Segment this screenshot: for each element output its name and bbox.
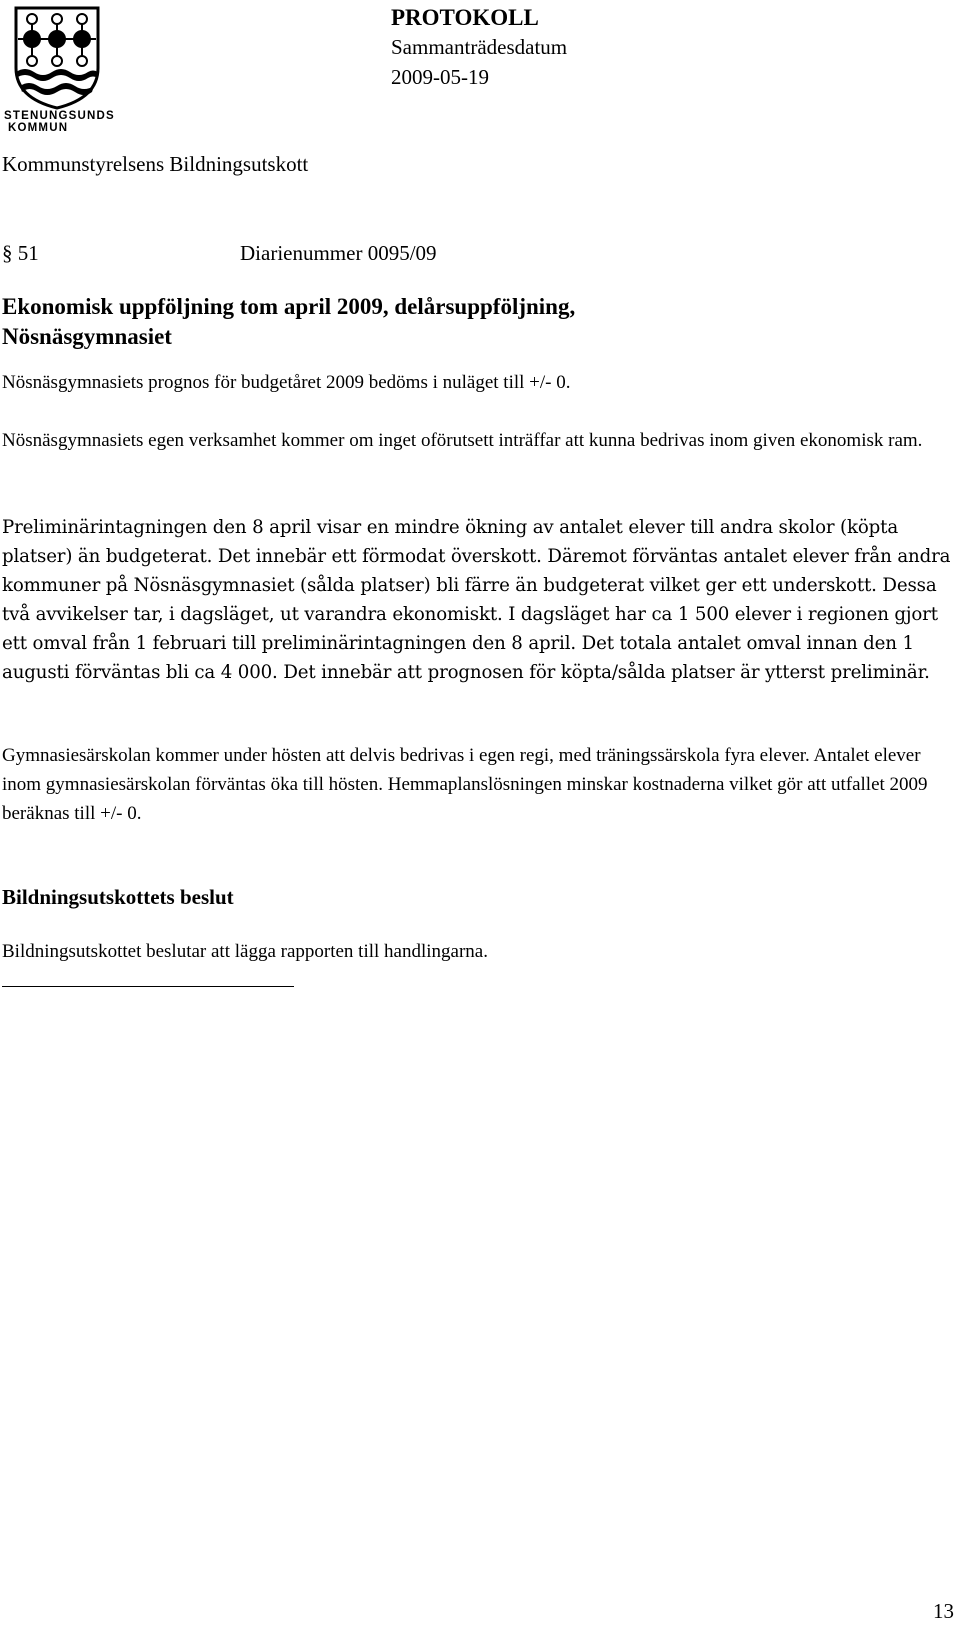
- coat-of-arms-icon: [2, 6, 118, 110]
- section-paragraph-number: § 51: [2, 241, 39, 265]
- meeting-date-label: Sammanträdesdatum: [391, 35, 568, 59]
- paragraph-admissions: Preliminärintagningen den 8 april visar en mindre ökning av antalet elever till andra skolor (köpta platser) än budgeterat. Det innebär ett förmodat överskott. Däremot förväntas antalet elever från andra kommuner på Nösnäsgymnasiet (sålda platser) bli färre än budgeterat vilket ger ett underskott. Dessa två avvikelser tar, i dagsläget, ut varandra ekonomiskt. I dagsläget har ca 1 500 elever i regionen gjort ett omval från 1 februari till preliminärintagningen den 8 april. Det totala antalet omval innan den 1 augusti förväntas bli ca 4 000. Det innebär att prognosen för köpta/sålda platser är ytterst preliminär.: [2, 517, 951, 683]
- page-number: 13: [933, 1599, 954, 1623]
- decision-text: Bildningsutskottet beslutar att lägga rapporten till handlingarna.: [2, 941, 488, 962]
- title-line-1: Ekonomisk uppföljning tom april 2009, delårsuppföljning,: [2, 294, 576, 319]
- section-title: [2, 292, 942, 352]
- diary-number: Diarienummer 0095/09: [240, 241, 437, 265]
- signature-divider: [2, 986, 294, 987]
- title-line-2: Nösnäsgymnasiet: [2, 324, 172, 349]
- paragraph-forecast: Nösnäsgymnasiets prognos för budgetåret 2009 bedöms i nuläget till +/- 0.: [2, 372, 571, 393]
- paragraph-special-school: Gymnasiesärskolan kommer under hösten att delvis bedrivas i egen regi, med träningssärskola fyra elever. Antalet elever inom gymnasiesärskolan förväntas öka till hösten. Hemmaplanslösningen minskar kostnaderna vilket gör att utfallet 2009 beräknas till +/- 0.: [2, 745, 928, 824]
- logo-text-line1: STENUNGSUNDS: [4, 110, 115, 122]
- committee-name: Kommunstyrelsens Bildningsutskott: [2, 152, 309, 176]
- section-row: [2, 238, 437, 268]
- paragraph-own-operations: Nösnäsgymnasiets egen verksamhet kommer om inget oförutsett inträffar att kunna bedrivas inom given ekonomisk ram.: [2, 430, 923, 451]
- municipal-logo: [2, 6, 118, 134]
- document-header: [391, 4, 567, 92]
- meeting-date: 2009-05-19: [391, 65, 489, 89]
- decision-heading: Bildningsutskottets beslut: [2, 885, 234, 909]
- document-type: PROTOKOLL: [391, 5, 539, 30]
- logo-text-line2: KOMMUN: [8, 122, 69, 134]
